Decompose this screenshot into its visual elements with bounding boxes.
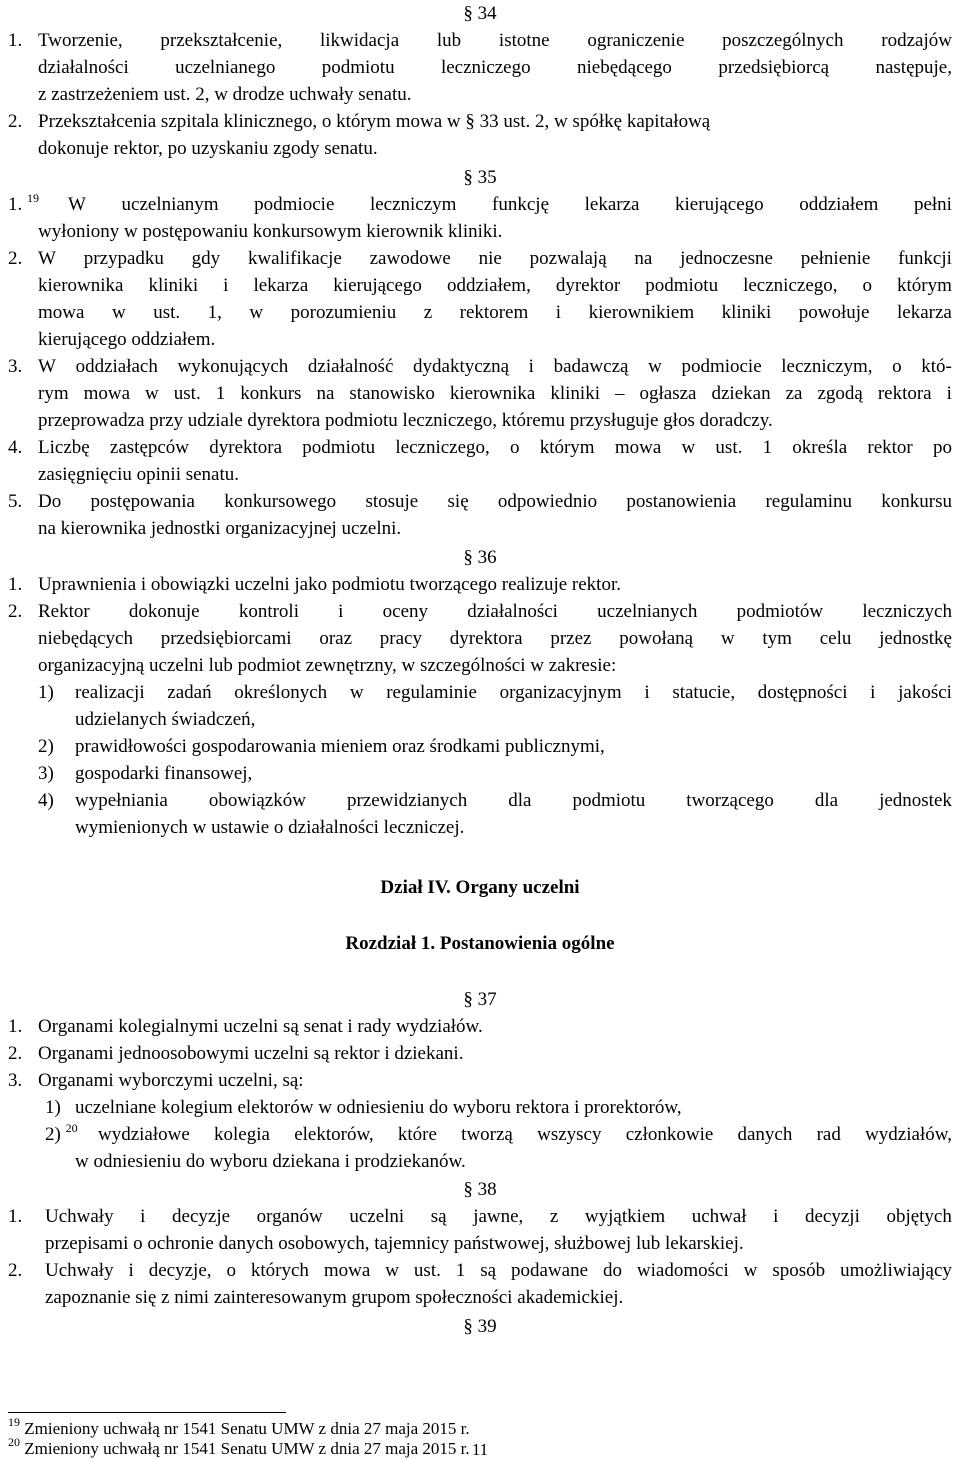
paragraph-label: 2.: [8, 1043, 23, 1064]
word: wydziałów,: [865, 1124, 952, 1145]
page-number: 11: [471, 1440, 489, 1459]
word: kliniki: [148, 275, 199, 296]
word: decyzji: [805, 1206, 860, 1227]
section-number: 36: [477, 547, 497, 568]
paragraph-line: [38, 248, 952, 270]
word: oddziałem,: [446, 275, 531, 296]
word: do: [602, 1260, 622, 1281]
word: o: [226, 1260, 236, 1281]
word: powołuje: [798, 302, 870, 323]
word: funkcję: [492, 194, 550, 215]
word: wypełniania: [75, 790, 168, 811]
word: określa: [792, 437, 848, 458]
footnote-19: [8, 1415, 470, 1438]
word: porozumieniu: [290, 302, 397, 323]
word: dydaktyczną: [413, 356, 510, 377]
paragraph-line: [38, 628, 952, 650]
list-item-line: w odniesieniu do wyboru dziekana i prodziekanów.: [75, 1151, 466, 1172]
word: któ-: [921, 356, 952, 377]
word: ogłasza: [639, 383, 697, 404]
word: pracy: [379, 628, 422, 649]
division-heading: Dział IV. Organy uczelni: [380, 877, 580, 898]
word: statucie,: [672, 682, 736, 703]
word: przekształcenie,: [160, 30, 283, 51]
word: rektora: [877, 383, 932, 404]
word: W: [38, 356, 56, 377]
word: wykonujących: [177, 356, 289, 377]
list-item-label: 1): [45, 1097, 61, 1118]
word: sposób: [772, 1260, 826, 1281]
paragraph-line: [38, 57, 952, 79]
word: są: [430, 1206, 447, 1227]
paragraph-line: [38, 383, 952, 405]
word: w: [648, 356, 662, 377]
paragraph-line: [38, 30, 952, 52]
word: dyrektora: [449, 628, 523, 649]
word: lub: [436, 30, 462, 51]
paragraph-label: 4.: [8, 437, 23, 458]
word: lekarza: [253, 275, 309, 296]
word: Uchwały: [45, 1260, 114, 1281]
word: przedsiębiorcą: [718, 57, 830, 78]
paragraph-line: [38, 356, 952, 378]
paragraph-label: 1.: [8, 574, 23, 595]
word: na: [316, 383, 335, 404]
footnote-number: 20: [8, 1435, 20, 1449]
label-text: 1.: [8, 194, 23, 215]
word: odpowiednio: [497, 491, 598, 512]
word: tworzą: [461, 1124, 513, 1145]
section-heading-36: [0, 546, 960, 570]
word: decyzje,: [148, 1260, 212, 1281]
paragraph-label: 1.: [8, 30, 23, 51]
word: członkowie: [625, 1124, 714, 1145]
paragraph-line: Przekształcenia szpitala klinicznego, o którym mowa w § 33 ust. 2, w spółkę kapitałową: [38, 111, 711, 132]
paragraph-line: [38, 275, 952, 297]
footnote-separator: [8, 1412, 286, 1413]
word: kierownikiem: [588, 302, 695, 323]
word: za: [785, 383, 803, 404]
word: umożliwiający: [840, 1260, 952, 1281]
word: o: [892, 356, 902, 377]
word: w: [681, 437, 696, 458]
word: które: [397, 1124, 437, 1145]
word: uczelnianych: [597, 601, 698, 622]
word: w: [743, 1260, 758, 1281]
list-item-label: 3): [38, 763, 54, 784]
word: likwidacja: [320, 30, 400, 51]
word: po: [932, 437, 952, 458]
word: jawne,: [473, 1206, 524, 1227]
word: ust.: [153, 302, 181, 323]
list-item-line: [98, 1124, 952, 1146]
word: podmiocie: [254, 194, 335, 215]
paragraph-label: 1.: [8, 1206, 23, 1227]
word: wiadomości: [636, 1260, 729, 1281]
paragraph-label: [8, 191, 39, 216]
word: mowa: [38, 302, 85, 323]
word: uchwał: [691, 1206, 747, 1227]
word: leczniczych: [862, 601, 952, 622]
word: W: [68, 194, 86, 215]
section-heading-34: [0, 2, 960, 26]
word: Uchwały: [45, 1206, 114, 1227]
word: w: [111, 302, 126, 323]
word: rad: [816, 1124, 841, 1145]
word: konkurs: [240, 383, 302, 404]
paragraph-label: 1.: [8, 1016, 23, 1037]
word: którym: [539, 437, 595, 458]
section-sign: §: [463, 989, 473, 1010]
section-number: 35: [477, 167, 497, 188]
paragraph-line: przepisami o ochronie danych osobowych, tajemnicy państwowej, służbowej lub lekarskiej.: [45, 1233, 744, 1254]
word: konkursu: [881, 491, 952, 512]
word: podawane: [511, 1260, 589, 1281]
paragraph-line: z zastrzeżeniem ust. 2, w drodze uchwały senatu.: [38, 84, 412, 105]
word: leczniczego: [440, 57, 531, 78]
word: kierującego: [675, 194, 764, 215]
word: 1,: [207, 302, 222, 323]
paragraph-line: [38, 601, 952, 623]
list-item-line: [75, 682, 952, 704]
paragraph-label: 2.: [8, 111, 23, 132]
word: ust.: [715, 437, 743, 458]
footnote-text: Zmieniony uchwałą nr 1541 Senatu UMW z dnia 27 maja 2015 r.: [24, 1439, 470, 1458]
word: przypadku: [83, 248, 164, 269]
word: zgodą: [817, 383, 863, 404]
word: jednostkę: [879, 628, 952, 649]
word: obowiązków: [208, 790, 306, 811]
word: kolegia: [214, 1124, 270, 1145]
word: podmiocie: [681, 356, 762, 377]
list-item-label: 2): [38, 736, 54, 757]
word: celu: [819, 628, 852, 649]
word: określonych: [234, 682, 328, 703]
word: 1: [215, 383, 226, 404]
section-number: 37: [477, 989, 497, 1010]
paragraph-line: przeprowadza przy udziale dyrektora podmiotu leczniczego, któremu przysługuje głos doradczy.: [38, 410, 773, 431]
list-item-line: uczelniane kolegium elektorów w odniesieniu do wyboru rektora i prorektorów,: [75, 1097, 682, 1118]
word: którym: [897, 275, 952, 296]
word: powołaną: [619, 628, 694, 649]
word: Tworzenie,: [38, 30, 123, 51]
label-text: 2): [45, 1124, 61, 1145]
word: kwalifikacje: [247, 248, 342, 269]
word: lekarza: [896, 302, 952, 323]
word: wydziałowe: [98, 1124, 190, 1145]
word: i: [946, 383, 952, 404]
word: kierującego: [333, 275, 422, 296]
word: jednoczesne: [680, 248, 773, 269]
paragraph-line: na kierownika jednostki organizacyjnej uczelni.: [38, 518, 402, 539]
word: są: [480, 1260, 497, 1281]
word: mowa: [614, 437, 662, 458]
word: dostępności: [757, 682, 848, 703]
word: się: [447, 491, 469, 512]
word: objętych: [886, 1206, 952, 1227]
paragraph-line: [38, 302, 952, 324]
word: na: [634, 248, 653, 269]
word: jakości: [898, 682, 952, 703]
paragraph-line: wyłoniony w postępowaniu konkursowym kierownik kliniki.: [38, 221, 503, 242]
word: elektorów,: [294, 1124, 374, 1145]
word: podmiotu: [302, 437, 376, 458]
list-item-label: 4): [38, 790, 54, 811]
word: leczniczym,: [781, 356, 873, 377]
word: uczelnianego: [175, 57, 276, 78]
word: regulaminie: [386, 682, 477, 703]
word: mowa: [83, 383, 131, 404]
word: i: [555, 302, 562, 323]
paragraph-label: 3.: [8, 356, 23, 377]
paragraph-line: organizacyjną uczelni lub podmiot zewnętrzny, w szczególności w zakresie:: [38, 655, 617, 676]
word: w: [349, 682, 364, 703]
word: kliniki: [721, 302, 772, 323]
word: regulaminu: [765, 491, 852, 512]
paragraph-line: kierującego oddziałem.: [38, 329, 216, 350]
word: i: [128, 1260, 134, 1281]
word: kontroli: [238, 601, 299, 622]
word: 1: [762, 437, 773, 458]
word: dokonuje: [128, 601, 200, 622]
section-sign: §: [463, 1316, 473, 1337]
list-item-line: wymienionych w ustawie o działalności leczniczej.: [75, 817, 465, 838]
list-item-line: gospodarki finansowej,: [75, 763, 253, 784]
word: funkcji: [898, 248, 952, 269]
word: przedsiębiorcami: [160, 628, 292, 649]
paragraph-line: [38, 491, 952, 513]
section-sign: §: [463, 1179, 473, 1200]
footnote-ref: 20: [65, 1121, 78, 1135]
paragraph-line: Organami jednoosobowymi uczelni są rektor i dziekani.: [38, 1043, 464, 1064]
word: danych: [737, 1124, 793, 1145]
word: z: [549, 1206, 559, 1227]
word: leczniczego,: [395, 437, 490, 458]
word: o: [509, 437, 520, 458]
section-heading-39: [0, 1315, 960, 1339]
word: przewidzianych: [346, 790, 468, 811]
word: realizacji: [75, 682, 145, 703]
word: pozwalają: [529, 248, 607, 269]
word: 1: [455, 1260, 466, 1281]
word: oddziałem: [799, 194, 879, 215]
word: i: [528, 356, 534, 377]
paragraph-line: dokonuje rektor, po uzyskaniu zgody senatu.: [38, 138, 378, 159]
word: niebędących: [38, 628, 133, 649]
word: działalność: [307, 356, 394, 377]
word: istotne: [498, 30, 550, 51]
section-number: 34: [477, 3, 497, 24]
word: których: [250, 1260, 309, 1281]
word: mowa: [323, 1260, 371, 1281]
footnote-number: 19: [8, 1415, 20, 1429]
section-sign: §: [463, 167, 473, 188]
footnote-text: Zmieniony uchwałą nr 1541 Senatu UMW z dnia 27 maja 2015 r.: [24, 1419, 470, 1438]
word: i: [338, 601, 344, 622]
word: jednostek: [879, 790, 952, 811]
paragraph-line: zasięgnięciu opinii senatu.: [38, 464, 240, 485]
paragraph-line: [38, 437, 952, 459]
word: działalności: [467, 601, 558, 622]
word: podmiotu: [321, 57, 395, 78]
paragraph-label: 3.: [8, 1070, 23, 1091]
section-number: 38: [477, 1179, 497, 1200]
word: ust.: [173, 383, 201, 404]
word: wszyscy: [537, 1124, 602, 1145]
word: postanowienia: [626, 491, 737, 512]
list-item-label: [45, 1121, 78, 1146]
word: zastępców: [109, 437, 190, 458]
word: ograniczenie: [587, 30, 685, 51]
paragraph-line: Uprawnienia i obowiązki uczelni jako podmiotu tworzącego realizuje rektor.: [38, 574, 621, 595]
word: leczniczego,: [743, 275, 838, 296]
word: ust.: [413, 1260, 441, 1281]
section-sign: §: [463, 3, 473, 24]
word: kierownika: [449, 383, 536, 404]
word: wyjątkiem: [584, 1206, 666, 1227]
word: podmiotu: [645, 275, 719, 296]
word: oraz: [319, 628, 353, 649]
word: rektor: [867, 437, 913, 458]
word: w: [249, 302, 264, 323]
paragraph-line: [45, 1206, 952, 1228]
word: z: [423, 302, 433, 323]
chapter-heading: Rozdział 1. Postanowienia ogólne: [345, 933, 615, 954]
word: badawczą: [553, 356, 629, 377]
list-item-line: udzielanych świadczeń,: [75, 709, 256, 730]
word: podmiotów: [736, 601, 824, 622]
word: stanowisko: [349, 383, 435, 404]
word: pełni: [913, 194, 952, 215]
word: gdy: [191, 248, 221, 269]
word: –: [615, 383, 625, 404]
word: zadań: [167, 682, 212, 703]
word: przez: [550, 628, 592, 649]
word: oceny: [382, 601, 429, 622]
word: dla: [508, 790, 532, 811]
word: konkursowego: [224, 491, 337, 512]
word: kierownika: [38, 275, 124, 296]
word: organizacyjnym: [499, 682, 622, 703]
word: w: [145, 383, 159, 404]
section-heading-37: [0, 988, 960, 1012]
paragraph-line: [68, 194, 952, 216]
word: rektorem: [459, 302, 529, 323]
paragraph-label: 2.: [8, 601, 23, 622]
word: rodzajów: [881, 30, 952, 51]
paragraph-line: Organami wyborczymi uczelni, są:: [38, 1070, 304, 1091]
word: poszczególnych: [722, 30, 844, 51]
paragraph-line: [45, 1260, 952, 1282]
word: rym: [38, 383, 69, 404]
list-item-label: 1): [38, 682, 54, 703]
word: i: [140, 1206, 146, 1227]
paragraph-label: 2.: [8, 248, 23, 269]
word: następuje,: [875, 57, 952, 78]
word: oddziałach: [75, 356, 158, 377]
paragraph-label: 2.: [8, 1260, 23, 1281]
paragraph-line: Organami kolegialnymi uczelni są senat i rady wydziałów.: [38, 1016, 483, 1037]
word: niebędącego: [576, 57, 672, 78]
word: uczelnianym: [121, 194, 219, 215]
word: kliniki: [550, 383, 600, 404]
section-heading-38: [0, 1178, 960, 1202]
word: dyrektora: [209, 437, 283, 458]
word: i: [223, 275, 229, 296]
word: i: [773, 1206, 779, 1227]
word: i: [870, 682, 876, 703]
word: tym: [762, 628, 792, 649]
section-number: 39: [477, 1316, 497, 1337]
section-heading-35: [0, 166, 960, 190]
word: Rektor: [38, 601, 90, 622]
word: lekarza: [584, 194, 640, 215]
word: nie: [478, 248, 502, 269]
word: w: [720, 628, 735, 649]
word: postępowania: [90, 491, 195, 512]
section-sign: §: [463, 547, 473, 568]
word: i: [644, 682, 650, 703]
word: Liczbę: [38, 437, 90, 458]
word: działalności: [38, 57, 129, 78]
word: w: [385, 1260, 399, 1281]
word: pełnienie: [800, 248, 871, 269]
word: dyrektor: [555, 275, 621, 296]
word: decyzje: [172, 1206, 231, 1227]
word: W: [38, 248, 56, 269]
list-item-line: [75, 790, 952, 812]
word: zawodowe: [369, 248, 451, 269]
word: o: [862, 275, 873, 296]
list-item-line: prawidłowości gospodarowania mieniem oraz środkami publicznymi,: [75, 736, 605, 757]
word: Do: [38, 491, 62, 512]
word: stosuje: [365, 491, 419, 512]
word: dziekan: [711, 383, 771, 404]
word: organów: [256, 1206, 323, 1227]
word: leczniczym: [369, 194, 457, 215]
paragraph-label: 5.: [8, 491, 23, 512]
footnote-ref: 19: [27, 191, 39, 205]
word: podmiotu: [572, 790, 646, 811]
word: dla: [814, 790, 839, 811]
word: uczelni: [349, 1206, 405, 1227]
paragraph-line: zapoznanie się z nimi zainteresowanym grupom społeczności akademickiej.: [45, 1287, 624, 1308]
word: tworzącego: [686, 790, 774, 811]
